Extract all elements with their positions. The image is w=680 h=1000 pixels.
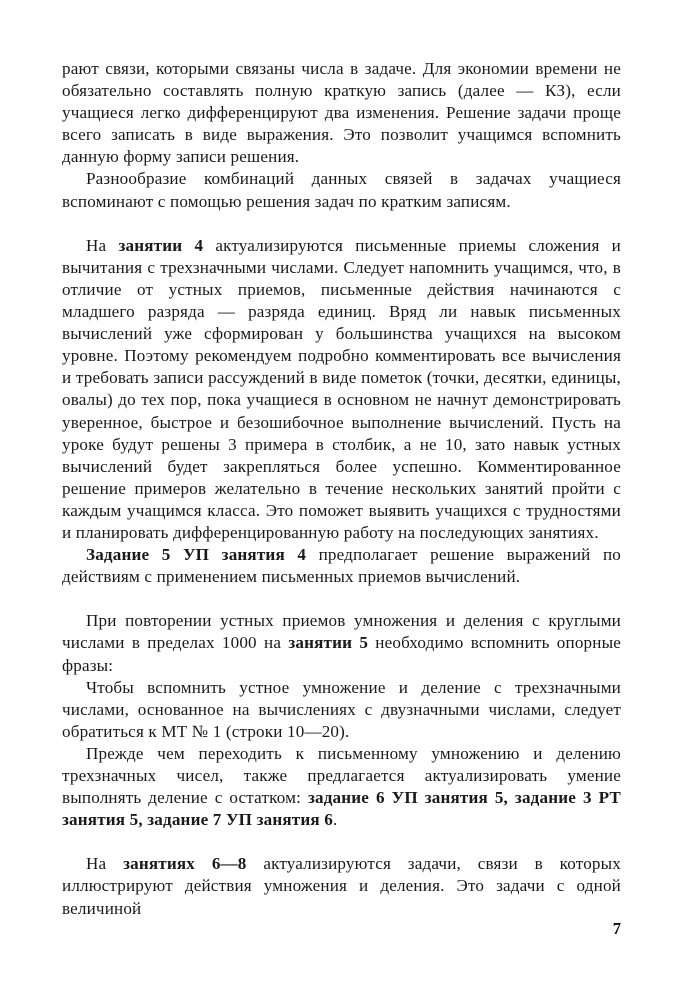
paragraph-4-body: предполагает решение выражений по действиям с применением письменных приемов вычислений. bbox=[62, 545, 621, 587]
paragraph-7-lead: Прежде чем переходить к письменному умножению и делению трехзначных чисел, также предлагается актуализировать умение выполнять деление с остатком: bbox=[62, 743, 621, 808]
paragraph-8-lead: На bbox=[86, 854, 124, 874]
paragraph-continuation bbox=[62, 58, 621, 168]
task-references-bold: задание 6 УП занятия 5, задание 3 РТ занятия 5, задание 7 УП занятия 6 bbox=[62, 788, 621, 830]
paragraph-5-lesson-5 bbox=[62, 610, 621, 676]
paragraph-4-task-5 bbox=[62, 544, 621, 588]
paragraph-5-body: необходимо вспомнить опорные фразы: bbox=[62, 633, 621, 675]
lesson-4-reference: занятии 4 bbox=[118, 235, 204, 255]
text-column bbox=[62, 58, 621, 920]
paragraph-7-division-remainder bbox=[62, 743, 621, 831]
paragraph-1-text: рают связи, которыми связаны числа в задаче. Для экономии времени не обязательно составлять полную краткую запись (далее — КЗ), если учащиеся легко дифференцируют два изменения. Решение задачи проще всего записать в виде выражения. Это позволит учащимся вспомнить данную форму записи решения. bbox=[62, 59, 621, 167]
paragraph-7-tail: . bbox=[332, 810, 338, 830]
paragraph-6-mt-reference bbox=[62, 677, 621, 743]
paragraph-8-lessons-6-8 bbox=[62, 853, 621, 919]
paragraph-3-lesson-4 bbox=[62, 235, 621, 544]
paragraph-2-text: Разнообразие комбинаций данных связей в задачах учащиеся вспоминают с помощью решения задач по кратким записям. bbox=[62, 169, 621, 211]
lesson-5-reference: занятии 5 bbox=[288, 633, 369, 653]
paragraph-2 bbox=[62, 168, 621, 212]
paragraph-3-lead: На bbox=[86, 235, 119, 255]
paragraph-5-lead: При повторении устных приемов умножения и деления с круглыми числами в пределах 1000 на bbox=[62, 611, 621, 653]
page-number: 7 bbox=[612, 919, 621, 938]
paragraph-3-body: актуализируются письменные приемы сложения и вычитания с трехзначными числами. Следует напомнить учащимся, что, в отличие от устных приемов, письменные действия начинаются с младшего разряда — разряда единиц. Вряд ли навык письменных вычислений уже сформирован у большинства учащихся на высоком уровне. Поэтому рекомендуем подробно комментировать все вычисления и требовать записи рассуждений в виде пометок (точки, десятки, единицы, овалы) до тех пор, пока учащиеся в основном не начнут демонстрировать уверенное, быстрое и безошибочное выполнение вычислений. Пусть на уроке будут решены 3 примера в столбик, а не 10, зато навык устных вычислений будет закрепляться более успешно. Комментированное решение примеров желательно в течение нескольких занятий пройти с каждым учащимся класса. Это поможет выявить учащихся с трудностями и планировать дифференцированную работу на последующих занятиях. bbox=[62, 235, 621, 542]
lessons-6-8-reference: занятиях 6—8 bbox=[123, 854, 247, 874]
paragraph-8-body: актуализируются задачи, связи в которых иллюстрируют действия умножения и деления. Это задачи с одной величиной bbox=[62, 854, 621, 918]
task-5-reference: Задание 5 УП занятия 4 bbox=[86, 545, 307, 565]
paragraph-6-text: Чтобы вспомнить устное умножение и деление с трехзначными числами, основанное на вычислениях с двузначными числами, следует обратиться к МТ № 1 (строки 10—20). bbox=[62, 677, 621, 741]
